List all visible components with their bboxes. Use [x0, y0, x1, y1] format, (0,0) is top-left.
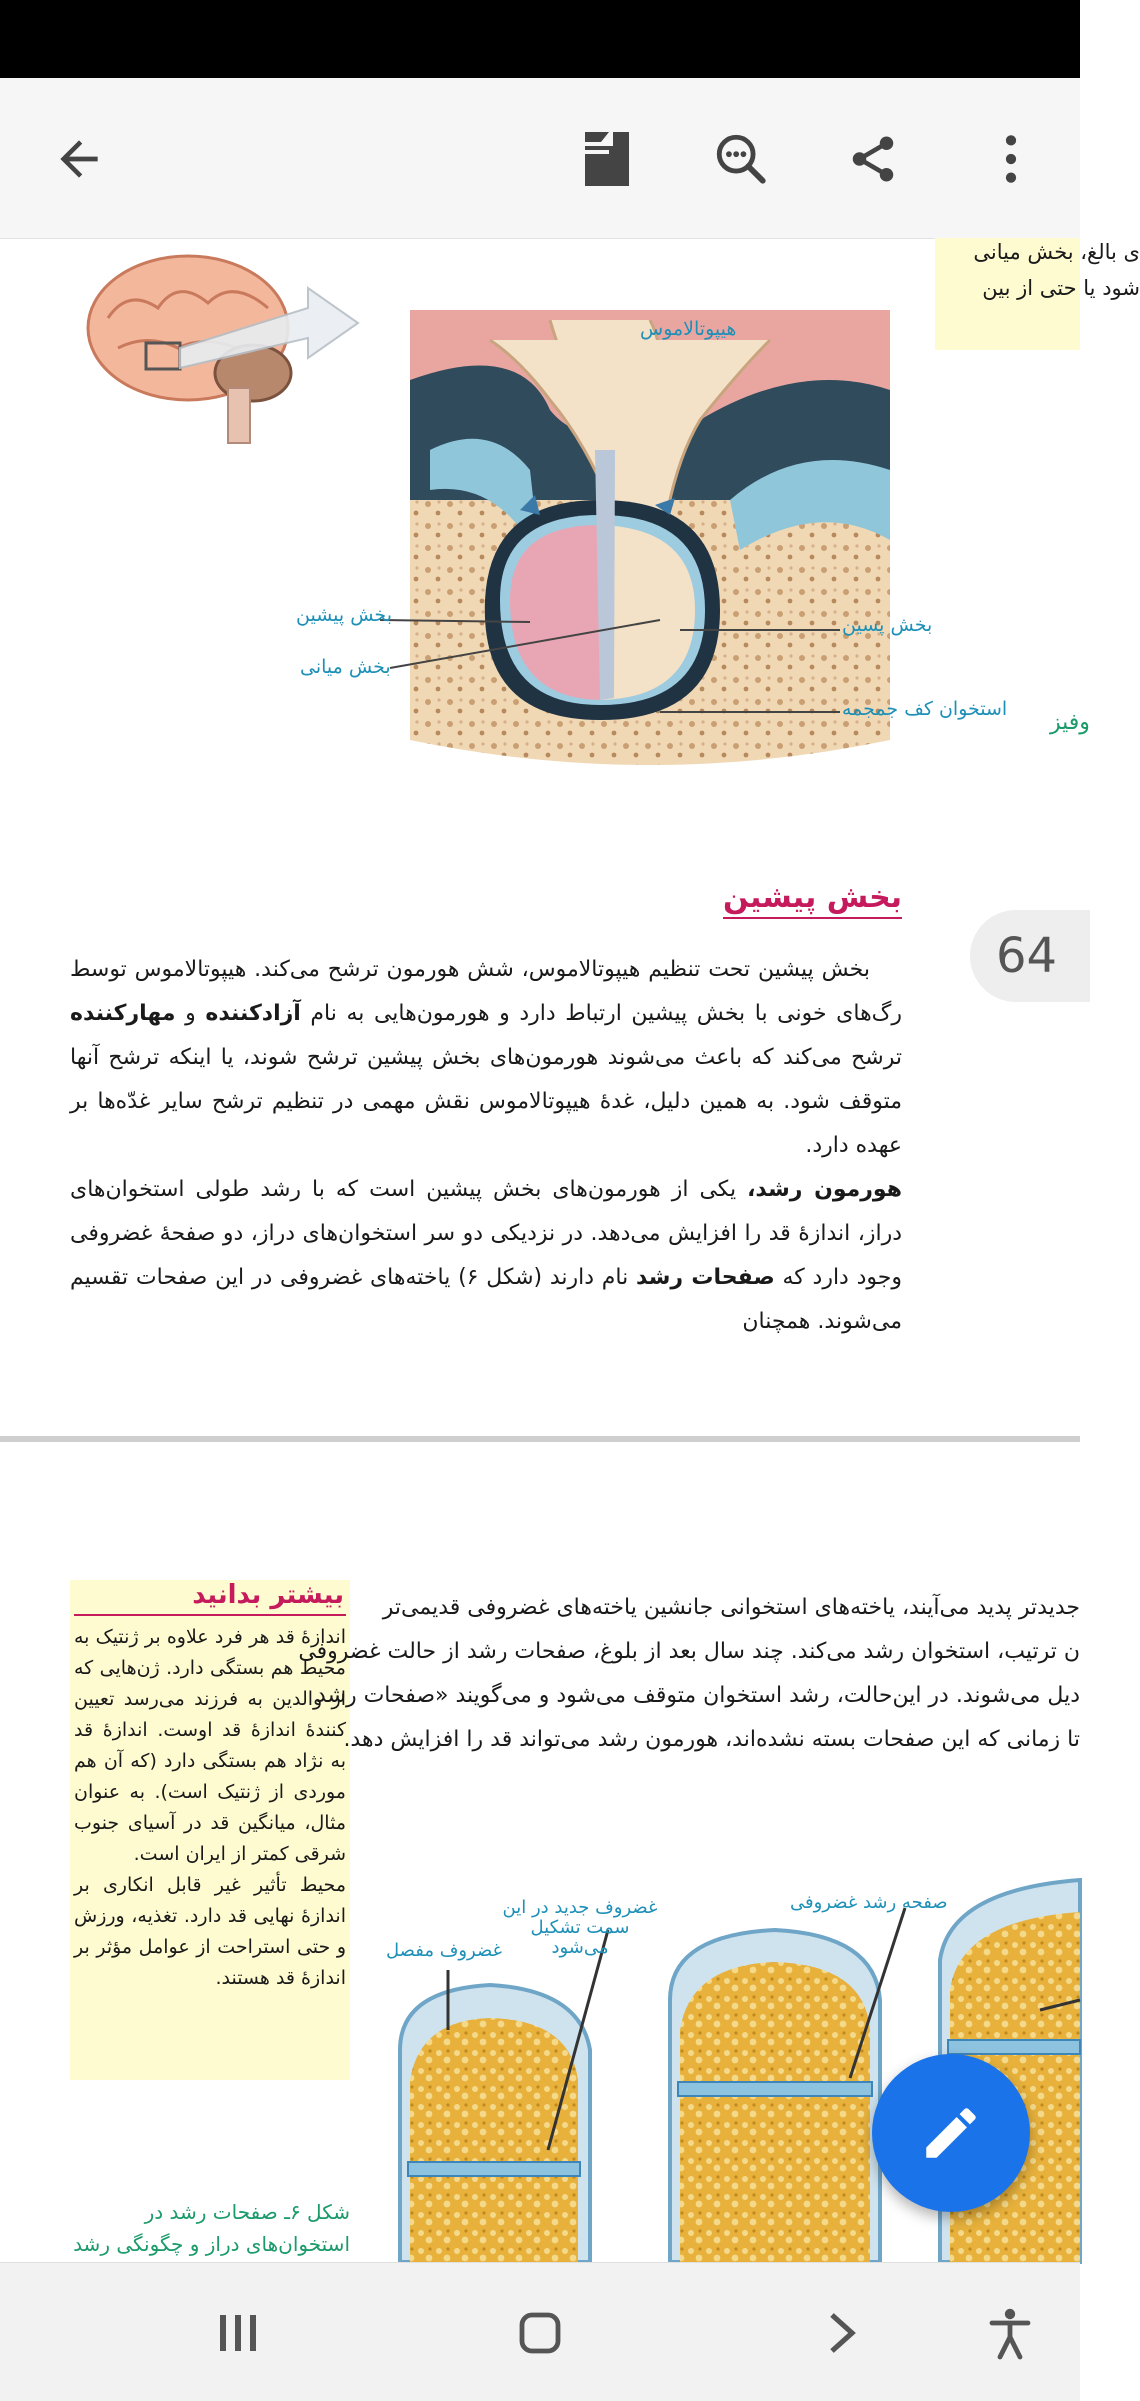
- figure-caption-1: شکل ۶ـ صفحات رشد در: [144, 2200, 350, 2224]
- edge-label: وفیز: [1050, 710, 1090, 735]
- section-heading: بخش پیشین: [723, 880, 902, 919]
- more-options-button[interactable]: [970, 118, 1052, 200]
- page-separator: [0, 1436, 1080, 1442]
- label-joint-cartilage: غضروف مفصل: [386, 1940, 503, 1961]
- page2-line-1: جدیدتر پدید می‌آیند، یاخته‌های استخوانی جانشین یاخته‌های غضروفی قدیمی‌تر: [382, 1595, 1080, 1620]
- pituitary-diagram: [400, 300, 900, 780]
- back-button[interactable]: [38, 118, 120, 200]
- edit-fab-button[interactable]: [872, 2054, 1030, 2212]
- label-anterior: بخش پیشین: [296, 604, 392, 626]
- accessibility-icon: [986, 2307, 1034, 2359]
- status-bar: [0, 0, 1080, 78]
- figure-caption: [70, 2196, 350, 2260]
- recent-apps-icon: [216, 2311, 260, 2355]
- chevron-right-icon: [822, 2309, 862, 2357]
- page-layout-icon: [581, 130, 633, 188]
- page2-body: [298, 1586, 1080, 1762]
- top-note-box: [935, 238, 1140, 350]
- forward-button[interactable]: [800, 2291, 884, 2375]
- more-info-text: اندازهٔ قد هر فرد علاوه بر ژنتیک به محیط هم بستگی دارد. ژن‌هایی که از والدین به فرزند می‌رسد تعیین کنندهٔ اندازهٔ قد اوست. اندازهٔ قد به نژاد هم بستگی دارد (که آن هم موردی از ژنتیک است). به عنوان مثال، میانگین قد در آسیای جنوب شرقی کمتر از ایران است.: [74, 1626, 346, 1865]
- label-middle: بخش میانی: [300, 656, 391, 678]
- figure-caption-2: استخوان‌های دراز و چگونگی رشد: [73, 2232, 350, 2256]
- share-button[interactable]: [832, 118, 914, 200]
- home-button[interactable]: [498, 2291, 582, 2375]
- more-vert-icon: [1001, 131, 1021, 187]
- label-new-cartilage-1: غضروف جدید در این: [502, 1897, 658, 1918]
- page2-line-2: ن ترتیب، استخوان رشد می‌کند. چند سال بعد از بلوغ، صفحات رشد از حالت غضروفی: [298, 1639, 1080, 1664]
- pencil-icon: [918, 2100, 984, 2166]
- search-zoom-icon: [712, 130, 770, 188]
- paragraph-1: بخش پیشین تحت تنظیم هیپوتالاموس، شش هورمون ترشح می‌کند. هیپوتالاموس توسط رگ‌های خونی با بخش پیشین ارتباط دارد و هورمون‌هایی به نام آزادکننده و مهارکننده ترشح می‌کند که باعث می‌شوند هورمون‌های بخش پیشین ترشح شوند، یا اینکه ترشح آنها متوقف شود. به همین دلیل، غدهٔ هیپوتالاموس نقش مهمی در تنظیم ترشح سایر غدّه‌ها بر عهده دارد.: [70, 957, 902, 1158]
- label-hypothalamus: هیپوتالاموس: [640, 318, 737, 340]
- accessibility-button[interactable]: [968, 2291, 1052, 2375]
- page-number: 64: [996, 928, 1058, 984]
- recent-apps-button[interactable]: [196, 2291, 280, 2375]
- home-icon: [516, 2309, 564, 2357]
- app-toolbar: [0, 78, 1080, 239]
- label-skull-base: استخوان کف جمجمه: [842, 698, 1008, 720]
- more-info-text-2: محیط تأثیر غیر قابل انکاری بر اندازهٔ نهایی قد دارد. تغذیه، ورزش و حتی استراحت از عوامل مؤثر بر اندازهٔ قد هستند.: [74, 1874, 346, 1989]
- page-number-badge: [970, 910, 1090, 1002]
- page1-body: [70, 948, 902, 1344]
- brain-thumbnail: [78, 248, 368, 448]
- page2-line-4: تا زمانی که این صفحات بسته نشده‌اند، هورمون رشد می‌تواند قد را افزایش دهد.: [343, 1727, 1080, 1752]
- label-posterior: بخش پسین: [842, 614, 933, 636]
- paragraph-2: هورمون رشد، یکی از هورمون‌های بخش پیشین است که با رشد طولی استخوان‌های دراز، اندازهٔ قد را افزایش می‌دهد. در نزدیکی دو سر استخوان‌های دراز، دو صفحهٔ غضروفی وجود دارد که صفحات رشد نام دارند (شکل ۶) یاخته‌های غضروفی در این صفحات تقسیم می‌شوند. همچنان: [70, 1177, 902, 1334]
- label-new-cartilage: [500, 1898, 660, 1958]
- section-heading-box: [600, 880, 902, 915]
- search-button[interactable]: [700, 118, 782, 200]
- more-info-title: بیشتر بدانید: [192, 1580, 344, 1610]
- share-icon: [846, 132, 900, 186]
- label-growth-plate: صفحه رشد غضروفی: [790, 1892, 948, 1913]
- back-arrow-icon: [51, 131, 107, 187]
- top-note-line-2: شود یا حتی از بین: [982, 276, 1140, 300]
- top-note-line-1: ی بالغ، بخش میانی: [973, 240, 1140, 264]
- page2-line-3: دیل می‌شوند. در این‌حالت، رشد استخوان متوقف می‌شود و می‌گویند «صفحات رشد: [315, 1683, 1080, 1708]
- label-new-cartilage-2: سمت تشکیل می‌شود: [530, 1917, 630, 1958]
- system-navigation-bar: [0, 2262, 1080, 2401]
- page-layout-button[interactable]: [566, 118, 648, 200]
